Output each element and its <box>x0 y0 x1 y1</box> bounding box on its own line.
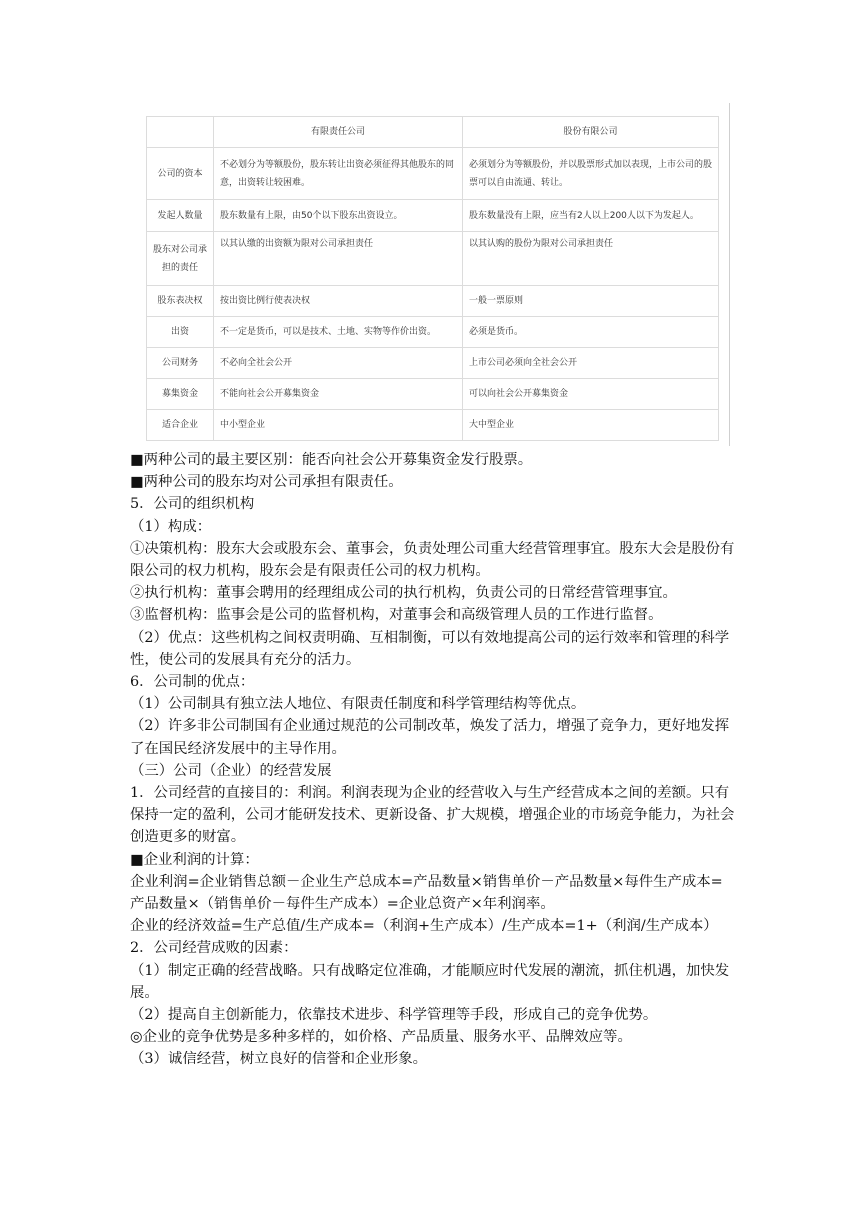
paragraph: ②执行机构：董事会聘用的经理组成公司的执行机构，负责公司的日常经营管理事宜。 <box>130 585 677 602</box>
table-header-joint: 股份有限公司 <box>463 117 719 148</box>
row-label: 出资 <box>147 317 214 348</box>
paragraph: 企业的经济效益=生产总值/生产成本=（利润+生产成本）/生产成本=1+（利润/生产成本） <box>130 918 718 935</box>
paragraph: （2）许多非公司制国有企业通过规范的公司制改革，焕发了活力，增强了竞争力，更好地发挥了在国民经济发展中的主导作用。 <box>130 718 730 757</box>
section-heading: 2．公司经营成败的因素： <box>130 940 298 957</box>
table-row <box>147 232 719 286</box>
paragraph: （2）优点：这些机构之间权责明确、互相制衡，可以有效地提高公司的运行效率和管理的科学性，使公司的发展具有充分的活力。 <box>130 629 730 668</box>
table-row <box>147 379 719 410</box>
paragraph: ①决策机构：股东大会或股东会、董事会，负责处理公司重大经营管理事宜。股东大会是股份有限公司的权力机构，股东会是有限责任公司的权力机构。 <box>130 540 735 580</box>
table-header-limited: 有限责任公司 <box>214 117 463 148</box>
limited-cell: 以其认缴的出资额为限对公司承担责任 <box>214 232 463 286</box>
paragraph: ■两种公司的最主要区别：能否向社会公开募集资金发行股票。 <box>130 452 533 468</box>
paragraph: ■两种公司的股东均对公司承担有限责任。 <box>130 474 403 491</box>
table-row <box>147 286 719 317</box>
row-label: 适合企业 <box>147 410 214 441</box>
table-row <box>147 348 719 379</box>
table-header-empty <box>147 117 214 148</box>
limited-cell: 按出资比例行使表决权 <box>214 286 463 317</box>
paragraph: 1．公司经营的直接目的：利润。利润表现为企业的经营收入与生产经营成本之间的差额。只有保持一定的盈利，公司才能研发技术、更新设备、扩大规模，增强企业的市场竞争能力，为社会创造更多的财富。 <box>130 785 735 846</box>
row-label: 公司的资本 <box>147 148 214 200</box>
joint-cell: 大中型企业 <box>463 410 719 441</box>
joint-cell: 股东数量没有上限，应当有2人以上200人以下为发起人。 <box>463 200 719 232</box>
limited-cell: 股东数量有上限，由50个以下股东出资设立。 <box>214 200 463 232</box>
limited-cell: 不一定是货币，可以是技术、土地、实物等作价出资。 <box>214 317 463 348</box>
row-label: 股东对公司承担的责任 <box>147 232 214 286</box>
table-row <box>147 200 719 232</box>
paragraph: （1）制定正确的经营战略。只有战略定位准确，才能顺应时代发展的潮流，抓住机遇，加快发展。 <box>130 962 730 1001</box>
section-heading: 6．公司制的优点： <box>130 674 255 691</box>
row-label: 公司财务 <box>147 348 214 379</box>
joint-cell: 必须是货币。 <box>463 317 719 348</box>
paragraph: （1）构成： <box>130 518 212 535</box>
joint-cell: 以其认购的股份为限对公司承担责任 <box>463 232 719 286</box>
page-divider-line <box>729 103 730 446</box>
limited-cell: 不必划分为等额股份，股东转让出资必须征得其他股东的同意，出资转让较困难。 <box>214 148 463 200</box>
row-label: 股东表决权 <box>147 286 214 317</box>
row-label: 募集资金 <box>147 379 214 410</box>
paragraph: ■企业利润的计算： <box>130 851 259 868</box>
joint-cell: 一般一票原则 <box>463 286 719 317</box>
paragraph: ③监督机构：监事会是公司的监督机构，对董事会和高级管理人员的工作进行监督。 <box>130 607 663 624</box>
section-heading: 5．公司的组织机构 <box>130 496 255 513</box>
limited-cell: 不能向社会公开募集资金 <box>214 379 463 410</box>
paragraph: ◎企业的竞争优势是多种多样的，如价格、产品质量、服务水平、品牌效应等。 <box>130 1029 632 1046</box>
joint-cell: 必须划分为等额股份，并以股票形式加以表现，上市公司的股票可以自由流通、转让。 <box>463 148 719 200</box>
document-body <box>130 449 735 1071</box>
table-row <box>147 148 719 200</box>
row-label: 发起人数量 <box>147 200 214 232</box>
paragraph: （2）提高自主创新能力，依靠技术进步、科学管理等手段，形成自己的竞争优势。 <box>130 1007 658 1024</box>
joint-cell: 上市公司必须向全社会公开 <box>463 348 719 379</box>
section-heading: （三）公司（企业）的经营发展 <box>130 762 332 779</box>
paragraph: （1）公司制具有独立法人地位、有限责任制度和科学管理结构等优点。 <box>130 696 586 713</box>
limited-cell: 中小型企业 <box>214 410 463 441</box>
table-row <box>147 317 719 348</box>
limited-cell: 不必向全社会公开 <box>214 348 463 379</box>
paragraph: （3）诚信经营，树立良好的信誉和企业形象。 <box>130 1051 427 1068</box>
paragraph: 企业利润=企业销售总额－企业生产总成本=产品数量×销售单价－产品数量×每件生产成本=产品数量×（销售单价－每件生产成本）=企业总资产×年利润率。 <box>130 873 723 913</box>
table-header-row <box>147 117 719 148</box>
company-comparison-table <box>146 116 719 441</box>
joint-cell: 可以向社会公开募集资金 <box>463 379 719 410</box>
table-row <box>147 410 719 441</box>
